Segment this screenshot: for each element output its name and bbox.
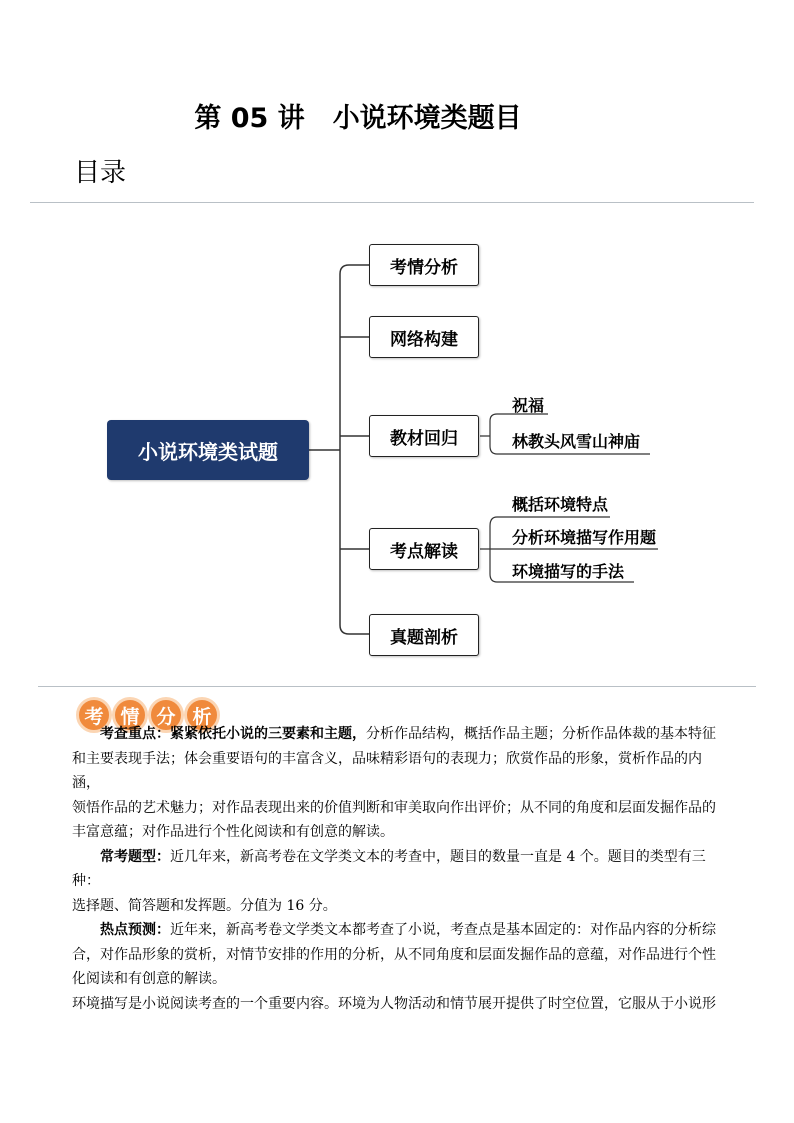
- paragraph-forecast: 热点预测：近年来，新高考卷文学类文本都考查了小说，考查点是基本固定的：对作品内容的分析综: [100, 922, 716, 938]
- banner-char: 析: [184, 697, 220, 733]
- paragraph-question-types: 常考题型：近几年来，新高考卷在文学类文本的考查中，题目的数量一直是 4 个。题目的类型有三种：: [72, 848, 706, 889]
- top-divider: [30, 202, 754, 203]
- leaf-lin-jiaotou: 林教头风雪山神庙: [512, 432, 641, 451]
- banner-char: 情: [112, 697, 148, 733]
- node-key-points: 考点解读: [369, 528, 479, 570]
- leaf-env-technique: 环境描写的手法: [512, 562, 625, 581]
- banner-char: 分: [148, 697, 184, 733]
- node-real-questions: 真题剖析: [369, 614, 479, 656]
- banner-char: 考: [76, 697, 112, 733]
- mindmap-root: 小说环境类试题: [107, 420, 309, 480]
- lecture-number: 第 05 讲: [194, 103, 305, 134]
- mindmap: [0, 236, 794, 666]
- node-network-build: 网络构建: [369, 316, 479, 358]
- leaf-env-function: 分析环境描写作用题: [512, 528, 657, 547]
- node-exam-analysis: 考情分析: [369, 244, 479, 286]
- connector-trunk: [340, 265, 369, 634]
- bottom-divider: [38, 686, 756, 687]
- paragraph-environment: 环境描写是小说阅读考查的一个重要内容。环境为人物活动和情节展开提供了时空位置，它服从于小说形: [72, 995, 716, 1012]
- node-textbook-review: 教材回归: [369, 415, 479, 457]
- leaf-summarize-env: 概括环境特点: [512, 495, 609, 514]
- lecture-topic: 小说环境类题目: [332, 103, 522, 134]
- leaf-zhufu: 祝福: [512, 396, 545, 415]
- paragraph-focus: 考查重点：紧紧依托小说的三要素和主题，分析作品结构，概括作品主题；分析作品体裁的基本特征: [100, 726, 716, 742]
- toc-heading: 目录: [74, 158, 127, 188]
- section-body: 考查重点：紧紧依托小说的三要素和主题，分析作品结构，概括作品主题；分析作品体裁的基本特征 和主要表现手法；体会重要语句的丰富含义，品味精彩语句的表现力；欣赏作品的形象，赏析作品的内涵， 领悟作品的艺术魅力；对作品表现出来的价值判断和审美取向作出评价；从不同的角度和层面发掘作品的 丰富意蕴；对作品进行个性化阅读和有创意的解读。 常考题型：近几年来，新高考卷在文学类文本的考查中，题目的数量一直是 4 个。题目的类型有三种： 选择题、简答题和发挥题。分值为 16 分。 热点预测：近年来，新高考卷文学类文本都考查了小说，考查点是基本固定的：对作品内容的分析综 合，对作品形象的赏析，对情节安排的作用的分析，从不同角度和层面发掘作品的意蕴，对作品进行个性 化阅读和有创意的解读。 环境描写是小说阅读考查的一个重要内容。环境为人物活动和情节展开提供了时空位置，它服从于小说形: [72, 722, 722, 1016]
- page-title: [0, 96, 716, 135]
